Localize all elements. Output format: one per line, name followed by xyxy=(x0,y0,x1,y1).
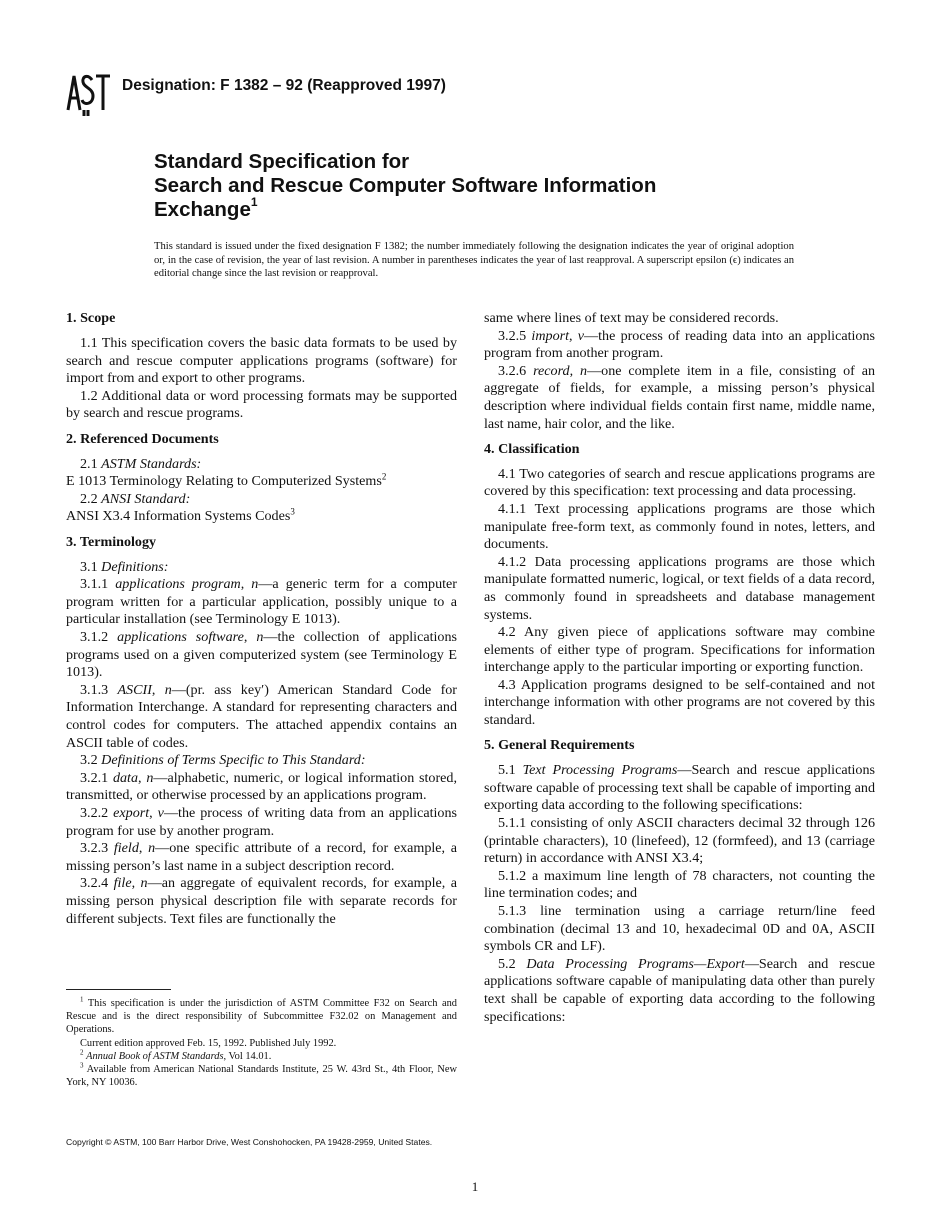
term: export xyxy=(113,804,150,821)
title: Definitions of Terms Specific to This Standard: xyxy=(101,752,366,769)
definition: —(pr. ass key′) American Standard Code for Information Interchange. A standard for representing characters and control codes for computers. The attached appendix contains an ASCII table of codes. xyxy=(66,681,457,751)
para-4-3: 4.3 Application programs designed to be self-contained and not interchange information with other programs are not covered by this standard. xyxy=(484,676,875,729)
para-5-1-2: 5.1.2 a maximum line length of 78 characters, not counting the line termination codes; and xyxy=(484,867,875,902)
para-5-1 xyxy=(484,762,875,815)
pos: n xyxy=(148,840,156,857)
pos: v xyxy=(577,327,585,344)
num: 3.1.3 xyxy=(80,681,109,698)
para-3-2-2: 3.2.2 export, v—the process of writing data from an applications program for use by another program. xyxy=(66,804,457,839)
para-3-2-5: 3.2.5 import, v—the process of reading data into an applications program from another program. xyxy=(484,327,875,362)
heading-terminology: 3. Terminology xyxy=(66,533,157,550)
para-3-1-num: 3.1 xyxy=(80,558,98,575)
title-line-2: Search and Rescue Computer Software Information xyxy=(154,174,657,197)
title-line-3-text: Exchange xyxy=(154,198,251,221)
footnote-3-text: Available from American National Standards Institute, 25 W. 43rd St., 4th Floor, New York, NY 10036. xyxy=(66,1064,457,1089)
heading-scope: 1. Scope xyxy=(66,310,116,326)
definition: —alphabetic, numeric, or logical information stored, transmitted, or otherwise processed by an applications program. xyxy=(66,769,457,804)
para-4-2: 4.2 Any given piece of applications software may combine elements of either type of program. Specifications for information interchange apply to the particular importing or exporting function. xyxy=(484,624,875,676)
title: Text Processing Programs xyxy=(522,762,678,779)
right-column xyxy=(484,310,875,1026)
definition: —an aggregate of equivalent records, for example, a missing person physical description file with separate records for different subjects. Text files are functionally the xyxy=(66,875,457,927)
footnote-3-mark: 3 xyxy=(80,1061,84,1070)
ref-ansi-text: ANSI X3.4 Information Systems Codes xyxy=(66,508,291,525)
footnote-2-mark: 2 xyxy=(80,1048,84,1057)
para-3-1-3: 3.1.3 ASCII, n—(pr. ass key′) American Standard Code for Information Interchange. A standard for representing characters and control codes for computers. The attached appendix contains an ASCII table of codes. xyxy=(66,681,457,751)
term: ASCII xyxy=(117,681,152,698)
term: field xyxy=(113,840,139,857)
num: 3.2.3 xyxy=(80,840,109,857)
footnote-1-edition: Current edition approved Feb. 15, 1992. Published July 1992. xyxy=(80,1037,337,1049)
ref-e1013-fn: 2 xyxy=(381,471,387,482)
para-3-2-6: 3.2.6 record, n—one complete item in a file, consisting of an aggregate of fields, for example, a missing person’s physical description where individual fields contain first name, middle name, last name, hair color, and the like. xyxy=(484,362,875,432)
num: 3.1.1 xyxy=(80,576,109,593)
text: —Search and rescue applications software capable of processing text shall be capable of importing and exporting data according to the following specifications: xyxy=(484,762,876,814)
copyright-notice: Copyright © ASTM, 100 Barr Harbor Drive, West Conshohocken, PA 19428-2959, United States. xyxy=(66,1137,433,1147)
term: record xyxy=(533,362,570,379)
num: 3.2.6 xyxy=(498,362,527,379)
text: —Search and rescue applications software capable of manipulating data other than purely text shall be capable of exporting data according to the following specifications: xyxy=(484,955,876,1025)
title-line-1: Standard Specification for xyxy=(154,150,410,173)
para-3-2-1: 3.2.1 data, n—alphabetic, numeric, or logical information stored, transmitted, or otherwise processed by an applications program. xyxy=(66,769,457,804)
num: 3.2.1 xyxy=(80,769,109,786)
footnote-2-rest: , Vol 14.01. xyxy=(223,1050,272,1062)
para-2-1 xyxy=(66,456,457,474)
para-2-2-num: 2.2 xyxy=(80,490,98,507)
term: applications software xyxy=(117,629,244,645)
definition: —a generic term for a computer program written for a particular application, possibly unique to a particular installation (see Terminology E 1013). xyxy=(66,576,457,628)
term: file xyxy=(113,875,132,892)
footnotes xyxy=(66,997,457,1089)
footnote-1 xyxy=(66,997,457,1037)
para-2-2-title: ANSI Standard: xyxy=(101,490,191,507)
para-3-1-2: 3.1.2 applications software, n—the collection of applications programs used on a given computerized system (see Terminology E 1013). xyxy=(66,629,458,681)
ref-e1013-text: E 1013 Terminology Relating to Computerized Systems xyxy=(66,473,382,490)
footnote-rule xyxy=(66,989,171,990)
para-4-1-2: 4.1.2 Data processing applications programs are those which manipulate formatted numeric, logical, or text fields of a data record, as commonly found in spreadsheets and database management systems. xyxy=(484,553,875,623)
pos: v xyxy=(157,804,164,821)
footnote-1-text: This specification is under the jurisdiction of ASTM Committee F32 on Search and Rescue and is the direct responsibility of Subcommittee F32.02 on Management and Operations. xyxy=(66,998,457,1036)
title-footnote-mark: 1 xyxy=(250,195,258,210)
document-title xyxy=(154,150,656,222)
para-3-1-title: Definitions: xyxy=(101,558,169,575)
astm-logo-graphic xyxy=(62,66,116,118)
para-1-1: 1.1 This specification covers the basic data formats to be used by search and rescue computer applications programs (software) for import from and export to other programs. xyxy=(66,335,457,387)
num: 3.2.4 xyxy=(80,875,109,892)
num: 3.1.2 xyxy=(80,629,109,645)
heading-referenced-documents: 2. Referenced Documents xyxy=(66,430,219,447)
definition: —the process of reading data into an applications program from another program. xyxy=(484,327,875,362)
issuance-notice: This standard is issued under the fixed designation F 1382; the number immediately following the designation indicates the year of original adoption or, in the case of revision, the year of last revision. A number in parentheses indicates the year of last reapproval. A superscript epsilon (ϵ) indicates an editorial change since the last revision or reapproval. xyxy=(154,241,794,280)
term: import xyxy=(531,327,570,344)
footnote-3 xyxy=(66,1063,457,1089)
term: data xyxy=(112,769,139,786)
num: 3.2.2 xyxy=(80,804,109,821)
pos: n xyxy=(580,362,588,379)
heading-general-requirements: 5. General Requirements xyxy=(484,737,635,754)
definition: —one complete item in a file, consisting of an aggregate of fields, for example, a missing person’s physical description where individual fields contain first name, middle name, last name, hair color, and the like. xyxy=(484,362,875,432)
para-2-1-num: 2.1 xyxy=(80,455,98,472)
ref-ansi xyxy=(66,508,457,526)
left-column xyxy=(66,310,457,928)
ref-ansi-fn: 3 xyxy=(290,506,295,517)
pos: n xyxy=(251,576,259,593)
num: 3.2.5 xyxy=(498,327,527,344)
pos: n xyxy=(164,681,172,698)
ref-e1013 xyxy=(66,473,457,491)
pos: n xyxy=(146,769,154,786)
num: 5.1 xyxy=(498,762,516,779)
para-3-2-4: 3.2.4 file, n—an aggregate of equivalent records, for example, a missing person physical description file with separate records for different subjects. Text files are functionally the xyxy=(66,875,457,927)
para-3-2 xyxy=(66,752,457,770)
para-2-1-title: ASTM Standards: xyxy=(101,455,202,472)
definition: —the process of writing data from an applications program for use by another program. xyxy=(66,804,457,839)
pos: n xyxy=(256,629,264,645)
definition: —the collection of applications programs used on a given computerized system (see Terminology E 1013). xyxy=(66,629,458,681)
para-3-2-4-continued: same where lines of text may be considered records. xyxy=(484,310,779,326)
para-3-2-3: 3.2.3 field, n—one specific attribute of a record, for example, a missing person’s last name in a subject description record. xyxy=(66,840,457,874)
para-5-1-1: 5.1.1 consisting of only ASCII characters decimal 32 through 126 (printable characters), 10 (linefeed), 12 (formfeed), and 13 (carriage return) in accordance with ANSI X3.4; xyxy=(484,815,875,867)
para-4-1: 4.1 Two categories of search and rescue applications programs are covered by this specification: text processing and data processing. xyxy=(484,465,875,500)
para-2-2 xyxy=(66,491,457,509)
title: Data Processing Programs—Export xyxy=(526,955,745,972)
para-3-1-1: 3.1.1 applications program, n—a generic term for a computer program written for a particular application, possibly unique to a particular installation (see Terminology E 1013). xyxy=(66,576,457,628)
definition: —one specific attribute of a record, for example, a missing person’s last name in a subject description record. xyxy=(66,840,457,874)
num: 3.2 xyxy=(80,752,98,769)
designation: Designation: F 1382 – 92 (Reapproved 1997) xyxy=(122,77,446,94)
term: applications program xyxy=(115,576,241,593)
footnote-1-mark: 1 xyxy=(80,995,84,1004)
para-4-1-1: 4.1.1 Text processing applications programs are those which manipulate free-form text, as commonly found in notes, letters, and documents. xyxy=(484,500,875,553)
pos: n xyxy=(140,875,148,892)
heading-classification: 4. Classification xyxy=(484,440,580,457)
title-line-3 xyxy=(154,195,656,222)
para-1-2: 1.2 Additional data or word processing formats may be supported by search and rescue programs. xyxy=(66,387,457,422)
footnote-2 xyxy=(66,1050,457,1063)
astm-logo-icon xyxy=(62,66,116,118)
para-3-1 xyxy=(66,559,457,577)
para-5-2 xyxy=(484,956,875,1026)
para-5-1-3: 5.1.3 line termination using a carriage return/line feed combination (decimal 13 and 10, hexadecimal 0D and 0A, ASCII symbols CR and LF). xyxy=(484,903,875,955)
page-number: 1 xyxy=(471,1179,479,1194)
footnote-2-title: Annual Book of ASTM Standards xyxy=(86,1050,224,1062)
num: 5.2 xyxy=(498,955,516,972)
